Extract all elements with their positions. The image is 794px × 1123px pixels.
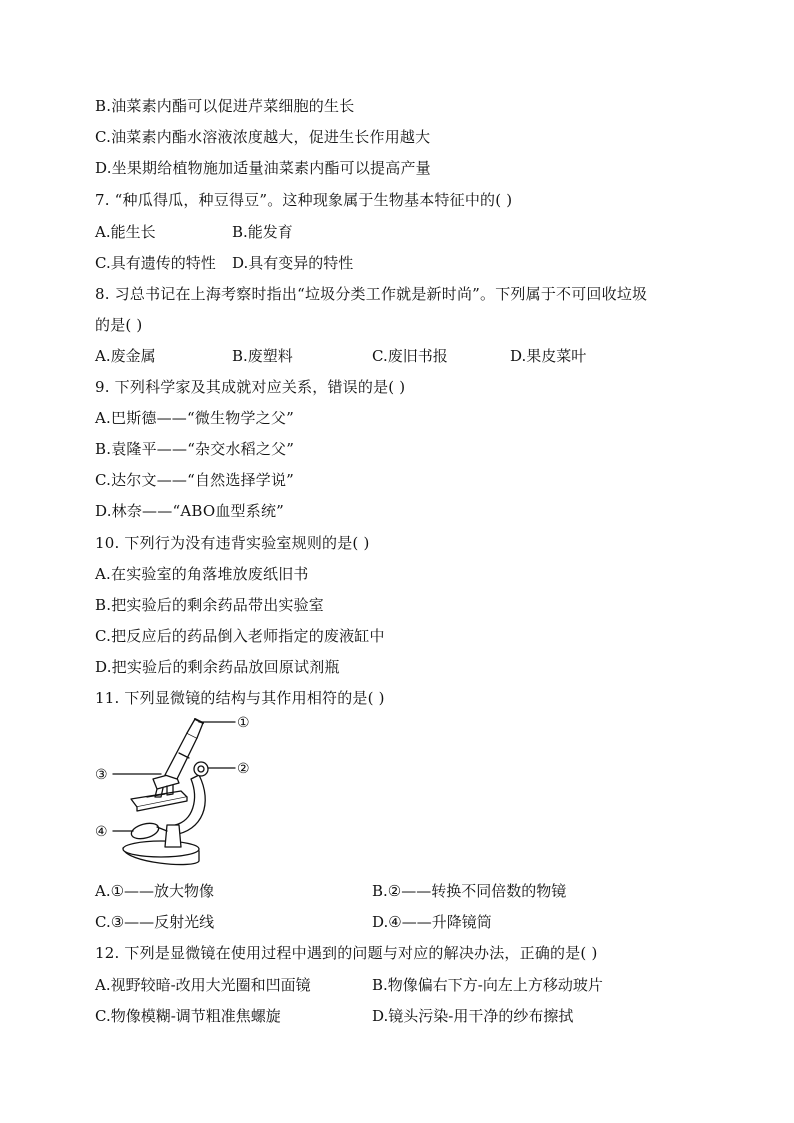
q8-stem-line2: 的是( ) <box>95 316 143 334</box>
q11-stem: 11. 下列显微镜的结构与其作用相符的是( ) <box>95 689 385 707</box>
q12-stem: 12. 下列是显微镜在使用过程中遇到的问题与对应的解决办法，正确的是( ) <box>95 944 598 962</box>
q12-option-a: A.视野较暗-改用大光圈和凹面镜 <box>95 976 311 994</box>
q9-option-c: C.达尔文——“自然选择学说” <box>95 471 295 489</box>
q12-option-b: B.物像偏右下方-向左上方移动玻片 <box>372 976 603 994</box>
q11-option-d: D.④——升降镜筒 <box>372 913 492 931</box>
q6-option-d: D.坐果期给植物施加适量油菜素内酯可以提高产量 <box>95 159 431 177</box>
label-1: ① <box>237 715 250 731</box>
q7-stem: 7. “种瓜得瓜，种豆得豆”。这种现象属于生物基本特征中的( ) <box>95 191 513 209</box>
q7-option-d: D.具有变异的特性 <box>232 254 354 272</box>
q10-option-b: B.把实验后的剩余药品带出实验室 <box>95 596 324 614</box>
q8-option-c: C.废旧书报 <box>372 347 448 365</box>
q8-option-b: B.废塑料 <box>232 347 293 365</box>
q10-option-c: C.把反应后的药品倒入老师指定的废液缸中 <box>95 627 385 645</box>
q11-option-a: A.①——放大物像 <box>95 882 215 900</box>
label-4: ④ <box>95 824 108 840</box>
q9-option-d: D.林奈——“ABO血型系统” <box>95 502 285 520</box>
q9-option-a: A.巴斯德——“微生物学之父” <box>95 409 294 427</box>
microscope-figure <box>95 713 285 873</box>
q7-option-a: A.能生长 <box>95 223 156 241</box>
q10-option-a: A.在实验室的角落堆放废纸旧书 <box>95 565 309 583</box>
q11-option-c: C.③——反射光线 <box>95 913 215 931</box>
q8-stem-line1: 8. 习总书记在上海考察时指出“垃圾分类工作就是新时尚”。下列属于不可回收垃圾 <box>95 285 648 303</box>
q8-option-a: A.废金属 <box>95 347 156 365</box>
q7-option-c: C.具有遗传的特性 <box>95 254 216 272</box>
q11-option-b: B.②——转换不同倍数的物镜 <box>372 882 567 900</box>
q12-option-c: C.物像模糊-调节粗准焦螺旋 <box>95 1007 281 1025</box>
q12-option-d: D.镜头污染-用干净的纱布擦拭 <box>372 1007 574 1025</box>
q9-option-b: B.袁隆平——“杂交水稻之父” <box>95 440 295 458</box>
q6-option-c: C.油菜素内酯水溶液浓度越大，促进生长作用越大 <box>95 128 431 146</box>
label-3: ③ <box>95 767 108 783</box>
q7-option-b: B.能发育 <box>232 223 293 241</box>
q10-stem: 10. 下列行为没有违背实验室规则的是( ) <box>95 534 370 552</box>
q10-option-d: D.把实验后的剩余药品放回原试剂瓶 <box>95 658 340 676</box>
microscope-icon <box>95 713 285 873</box>
q6-option-b: B.油菜素内酯可以促进芹菜细胞的生长 <box>95 97 355 115</box>
q9-stem: 9. 下列科学家及其成就对应关系，错误的是( ) <box>95 378 406 396</box>
label-2: ② <box>237 761 250 777</box>
q8-option-d: D.果皮菜叶 <box>510 347 587 365</box>
